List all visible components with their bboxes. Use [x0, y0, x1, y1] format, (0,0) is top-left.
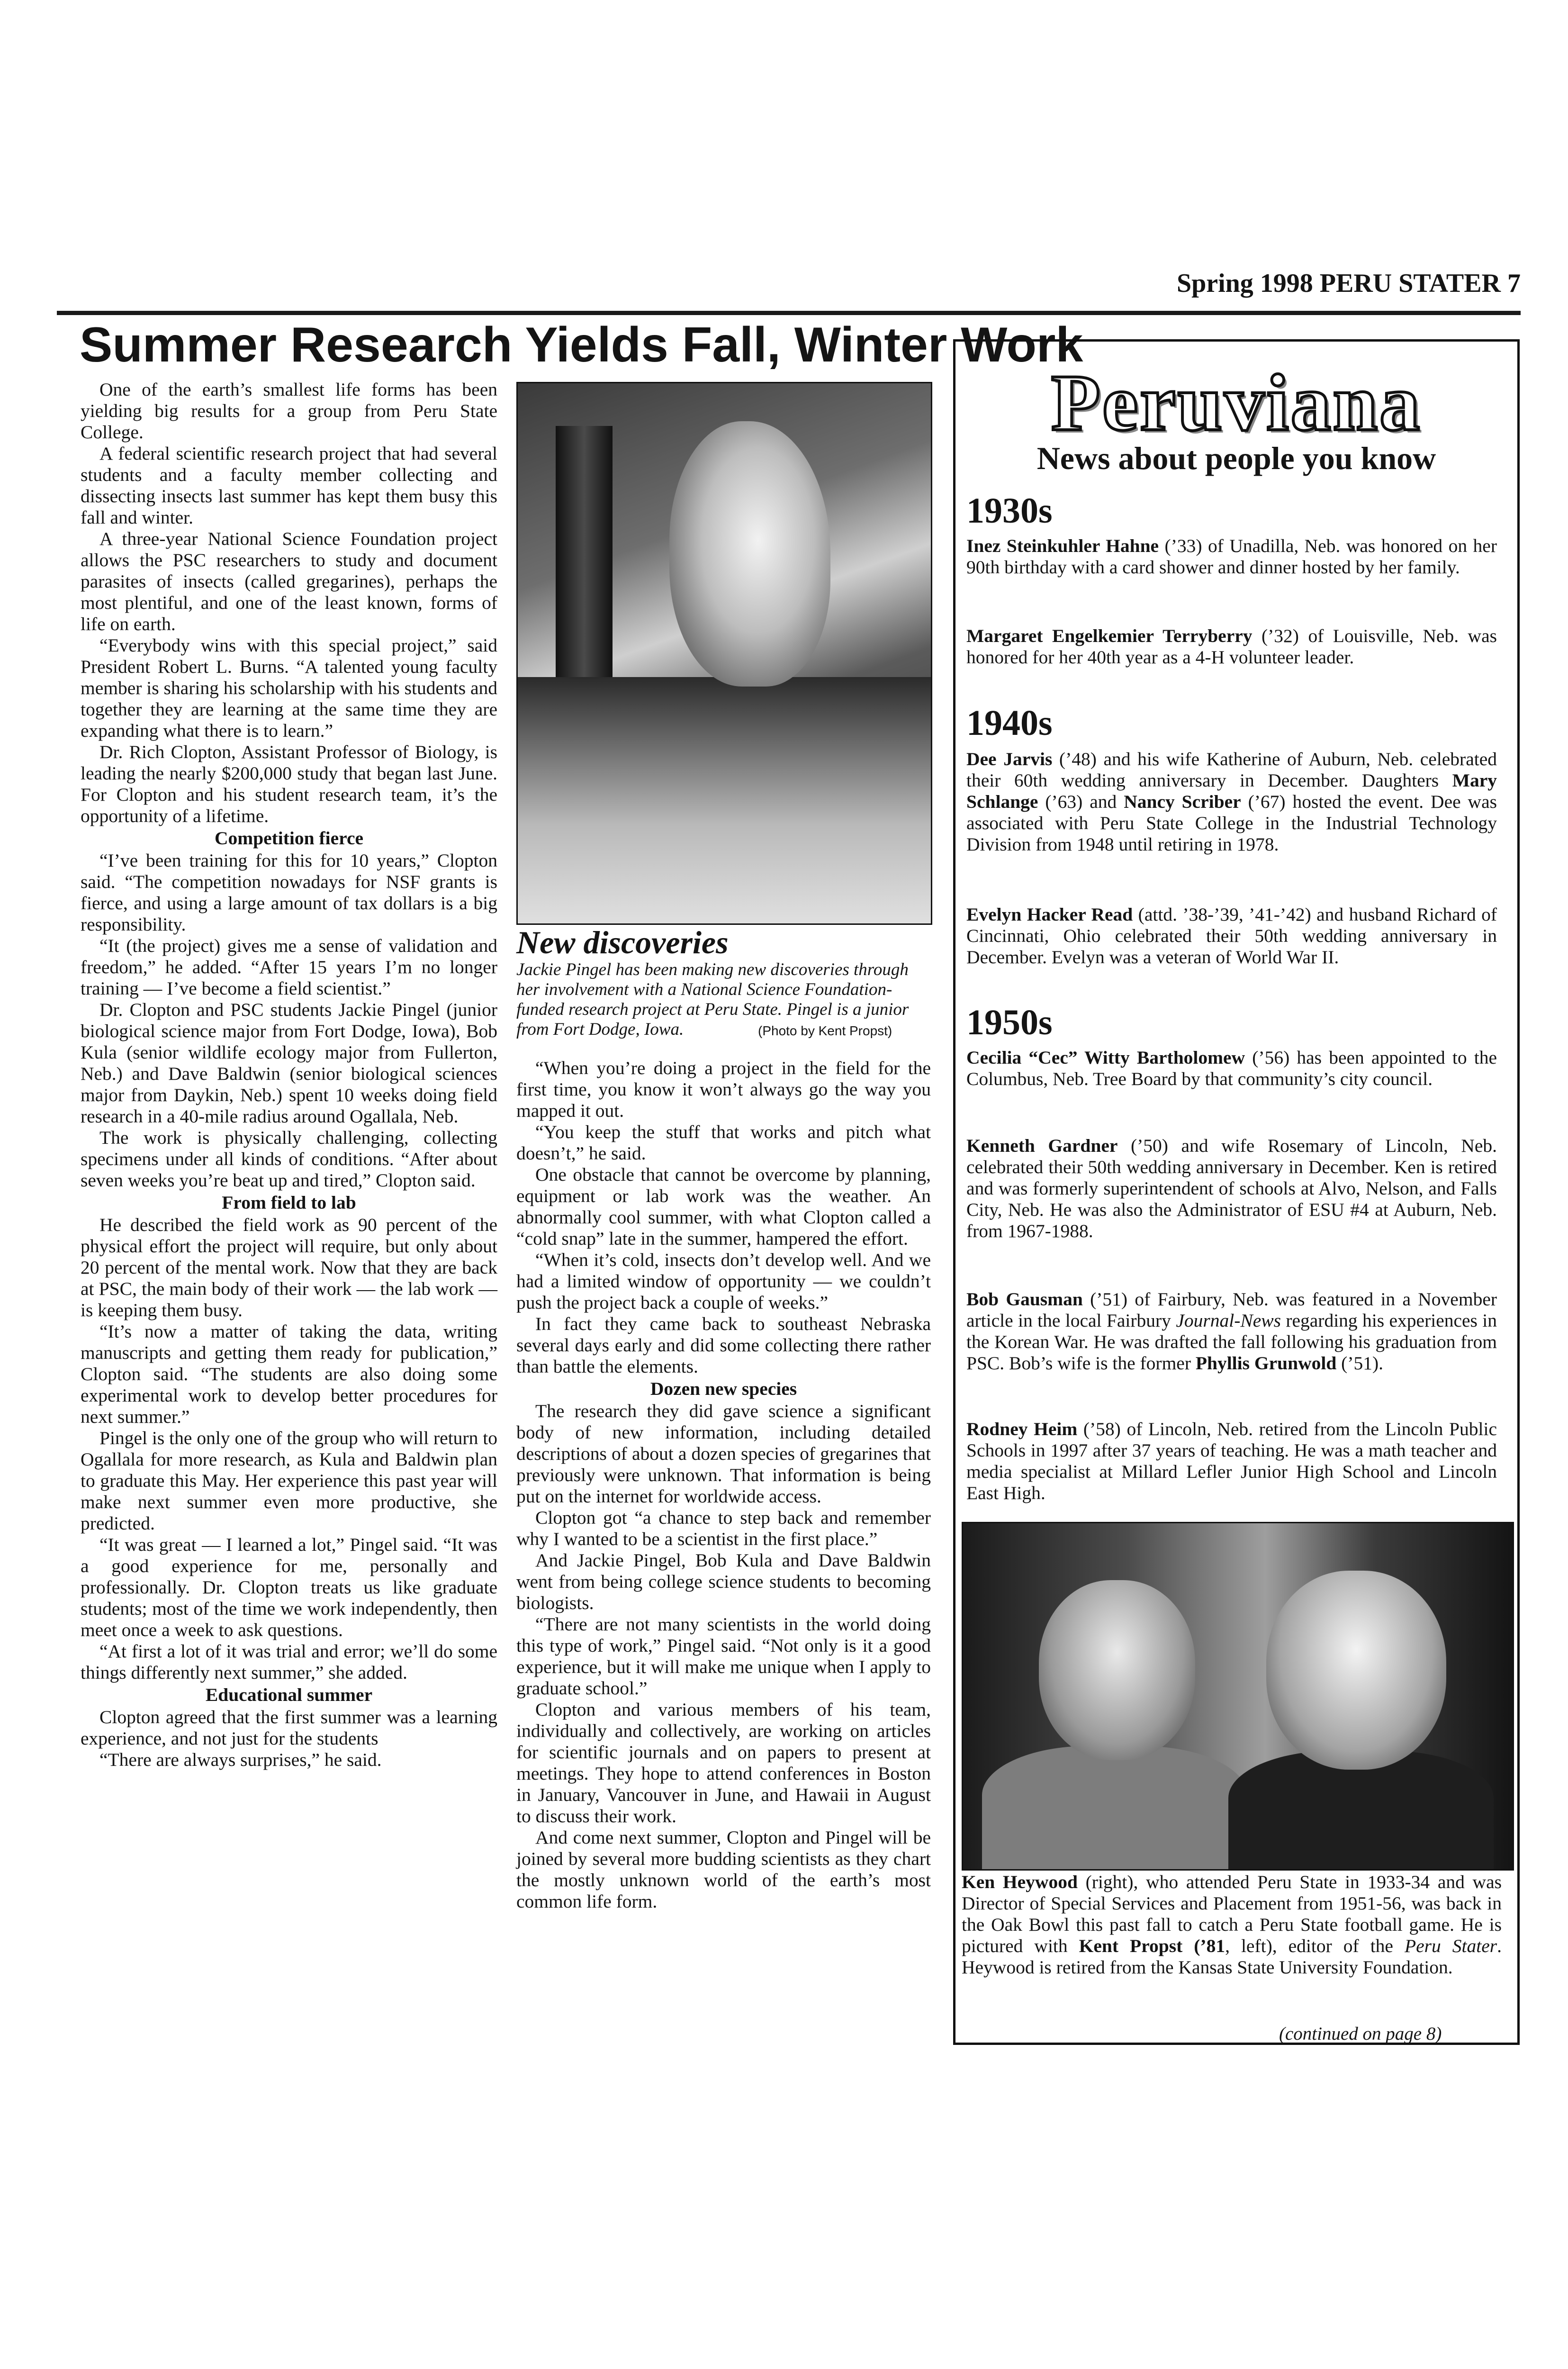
news-entry: Margaret Engelkemier Terryberry (’32) of Louisville, Neb. was honored for her 40th year as a 4-H volunteer leader.: [966, 625, 1497, 668]
news-entry: Bob Gausman (’51) of Fairbury, Neb. was featured in a November article in the local Fairbury Journal-News regarding his experiences in the Korean War. He was drafted the fall following his graduation from PSC. Bob’s wife is the former Phyllis Grunwold (’51).: [966, 1289, 1497, 1374]
news-entry: Evelyn Hacker Read (attd. ’38-’39, ’41-’42) and husband Richard of Cincinnati, Ohio celebrated their 50th wedding anniversary in December. Evelyn was a veteran of World War II.: [966, 904, 1497, 967]
news-entry: Kenneth Gardner (’50) and wife Rosemary of Lincoln, Neb. celebrated their 50th wedding anniversary in December. Ken is retired and was formerly superintendent of schools at Alvo, Nelson, and Falls City, Neb. He was also the Administrator of ESU #4 at Auburn, Neb. from 1967-1988.: [966, 1135, 1497, 1241]
decade-heading-1940s: 1940s: [966, 703, 1053, 743]
paragraph: Pingel is the only one of the group who will return to Ogallala for more research, as Kula and Baldwin plan to graduate this May. Her experience this past year will make next summer even more productive, she predicted.: [81, 1428, 497, 1534]
paragraph: One obstacle that cannot be overcome by planning, equipment or lab work was the weather. An abnormally cool summer, with what Clopton called a “cold snap” late in the summer, hampered the effort.: [516, 1164, 931, 1249]
photo-caption-title: New discoveries: [516, 924, 729, 960]
heywood-propst-photo: [962, 1522, 1514, 1871]
subhead: Educational summer: [205, 1684, 373, 1705]
paragraph: “At first a lot of it was trial and error; we’ll do some things differently next summer,” she added.: [81, 1641, 497, 1683]
paragraph: He described the field work as 90 percent of the physical effort the project will require, but only about 20 percent of the mental work. Now that they are back at PSC, the main body of their work — the lab work — is keeping them busy.: [81, 1214, 497, 1320]
researcher-microscope-photo: [516, 382, 932, 925]
subhead: Competition fierce: [214, 828, 364, 849]
paragraph: And Jackie Pingel, Bob Kula and Dave Baldwin went from being college science students to becoming biologists.: [516, 1550, 931, 1613]
paragraph: “There are always surprises,” he said.: [99, 1749, 382, 1770]
news-entry: Inez Steinkuhler Hahne (’33) of Unadilla, Neb. was honored on her 90th birthday with a card shower and dinner hosted by her family.: [966, 535, 1497, 578]
paragraph: “I’ve been training for this for 10 years,” Clopton said. “The competition nowadays for NSF grants is fierce, and using a large amount of tax dollars is a big responsibility.: [81, 850, 497, 935]
paragraph: In fact they came back to southeast Nebraska several days early and did some collecting there rather than battle the elements.: [516, 1313, 931, 1377]
heywood-photo-caption: Ken Heywood (right), who attended Peru State in 1933-34 and was Director of Special Services and Placement from 1951-56, was back in the Oak Bowl this past fall to catch a Peru State football game. He is pictured with Kent Propst (’81, left), editor of the Peru Stater. Heywood is retired from the Kansas State University Foundation.: [962, 1872, 1502, 1978]
news-entry: Dee Jarvis (’48) and his wife Katherine of Auburn, Neb. celebrated their 60th wedding anniversary in December. Daughters Mary Schlange (’63) and Nancy Scriber (’67) hosted the event. Dee was associated with Peru State College in the Industrial Technology Division from 1948 until retiring in 1978.: [966, 749, 1497, 855]
paragraph: “It was great — I learned a lot,” Pingel said. “It was a good experience for me, personally and professionally. Dr. Clopton treats us like graduate students; most of the time we work independently, then meet once a week to ask questions.: [81, 1534, 497, 1640]
paragraph: The work is physically challenging, collecting specimens under all kinds of conditions. “After about seven weeks you’re beat up and tired,” Clopton said.: [81, 1127, 497, 1191]
photo-caption-text: Jackie Pingel has been making new discoveries through her involvement with a National Science Foundation-funded research project at Peru State. Pingel is a junior from Fort Dodge, Iowa.: [516, 960, 909, 1039]
photo-credit: (Photo by Kent Propst): [758, 1023, 892, 1038]
paragraph: And come next summer, Clopton and Pingel will be joined by several more budding scientists as they chart the mostly unknown world of the earth’s most common life form.: [516, 1827, 931, 1912]
paragraph: A federal scientific research project that had several students and a faculty member collecting and dissecting insects last summer has kept them busy this fall and winter.: [81, 443, 497, 528]
paragraph: Clopton got “a chance to step back and remember why I wanted to be a scientist in the first place.”: [516, 1507, 931, 1549]
paragraph: Clopton and various members of his team, individually and collectively, are working on articles for scientific journals and on papers to present at meetings. They hope to attend conferences in Boston in January, Vancouver in June, and Hawaii in August to discuss their work.: [516, 1699, 931, 1826]
continued-note: (continued on page 8): [1279, 2024, 1442, 2044]
issue-header: Spring 1998 PERU STATER 7: [1176, 269, 1521, 298]
paragraph: Dr. Rich Clopton, Assistant Professor of Biology, is leading the nearly $200,000 study that began last June. For Clopton and his student research team, it’s the opportunity of a lifetime.: [81, 741, 497, 826]
subhead: Dozen new species: [650, 1378, 797, 1399]
paragraph: “When it’s cold, insects don’t develop well. And we had a limited window of opportunity — we couldn’t push the project back a couple of weeks.”: [516, 1249, 931, 1313]
paragraph: “There are not many scientists in the world doing this type of work,” Pingel said. “Not only is it a good experience, but it will make me unique when I apply to graduate school.”: [516, 1614, 931, 1699]
peruviana-subtitle: News about people you know: [1036, 440, 1436, 476]
news-entry: Rodney Heim (’58) of Lincoln, Neb. retired from the Lincoln Public Schools in 1997 after 37 years of teaching. He was a math teacher and media specialist at Millard Lefler Junior High School and Lincoln East High.: [966, 1419, 1497, 1503]
decade-heading-1930s: 1930s: [966, 491, 1053, 531]
paragraph: Clopton agreed that the first summer was a learning experience, and not just for the students: [81, 1707, 497, 1749]
subhead: From field to lab: [222, 1192, 356, 1213]
article-column-1: [81, 379, 497, 1771]
paragraph: A three-year National Science Foundation project allows the PSC researchers to study and document parasites of insects (called gregarines), perhaps the most plentiful, and one of the least known, forms of life on earth.: [81, 528, 497, 634]
paragraph: Dr. Clopton and PSC students Jackie Pingel (junior biological science major from Fort Dodge, Iowa), Bob Kula (senior wildlife ecology major from Fullerton, Neb.) and Dave Baldwin (senior biological sciences major from Daykin, Neb.) spent 10 weeks doing field research in a 40-mile radius around Ogallala, Neb.: [81, 999, 497, 1127]
paragraph: The research they did gave science a significant body of new information, including detailed descriptions of about a dozen species of gregarines that previously were unknown. That information is being put on the internet for worldwide access.: [516, 1401, 931, 1507]
paragraph: “Everybody wins with this special project,” said President Robert L. Burns. “A talented young faculty member is sharing his scholarship with his students and together they are learning at the same time they are expanding what there is to learn.”: [81, 635, 497, 741]
peruviana-title: Peruviana: [1051, 358, 1422, 447]
paragraph: “When you’re doing a project in the field for the first time, you know it won’t always go the way you mapped it out.: [516, 1058, 931, 1121]
paragraph: “It (the project) gives me a sense of validation and freedom,” he added. “After 15 years I’m no longer training — I’ve become a field scientist.”: [81, 935, 497, 999]
paragraph: One of the earth’s smallest life forms has been yielding big results for a group from Peru State College.: [81, 379, 497, 443]
paragraph: “It’s now a matter of taking the data, writing manuscripts and getting them ready for publication,” Clopton said. “The students are also doing some experimental work to develop better procedures for next summer.”: [81, 1321, 497, 1427]
decade-heading-1950s: 1950s: [966, 1003, 1053, 1042]
article-headline: Summer Research Yields Fall, Winter Work: [80, 317, 1083, 372]
paragraph: “You keep the stuff that works and pitch what doesn’t,” he said.: [516, 1121, 931, 1164]
news-entry: Cecilia “Cec” Witty Bartholomew (’56) has been appointed to the Columbus, Neb. Tree Board by that community’s city council.: [966, 1047, 1497, 1089]
article-column-2: [516, 1058, 931, 1912]
header-rule: [57, 311, 1521, 315]
